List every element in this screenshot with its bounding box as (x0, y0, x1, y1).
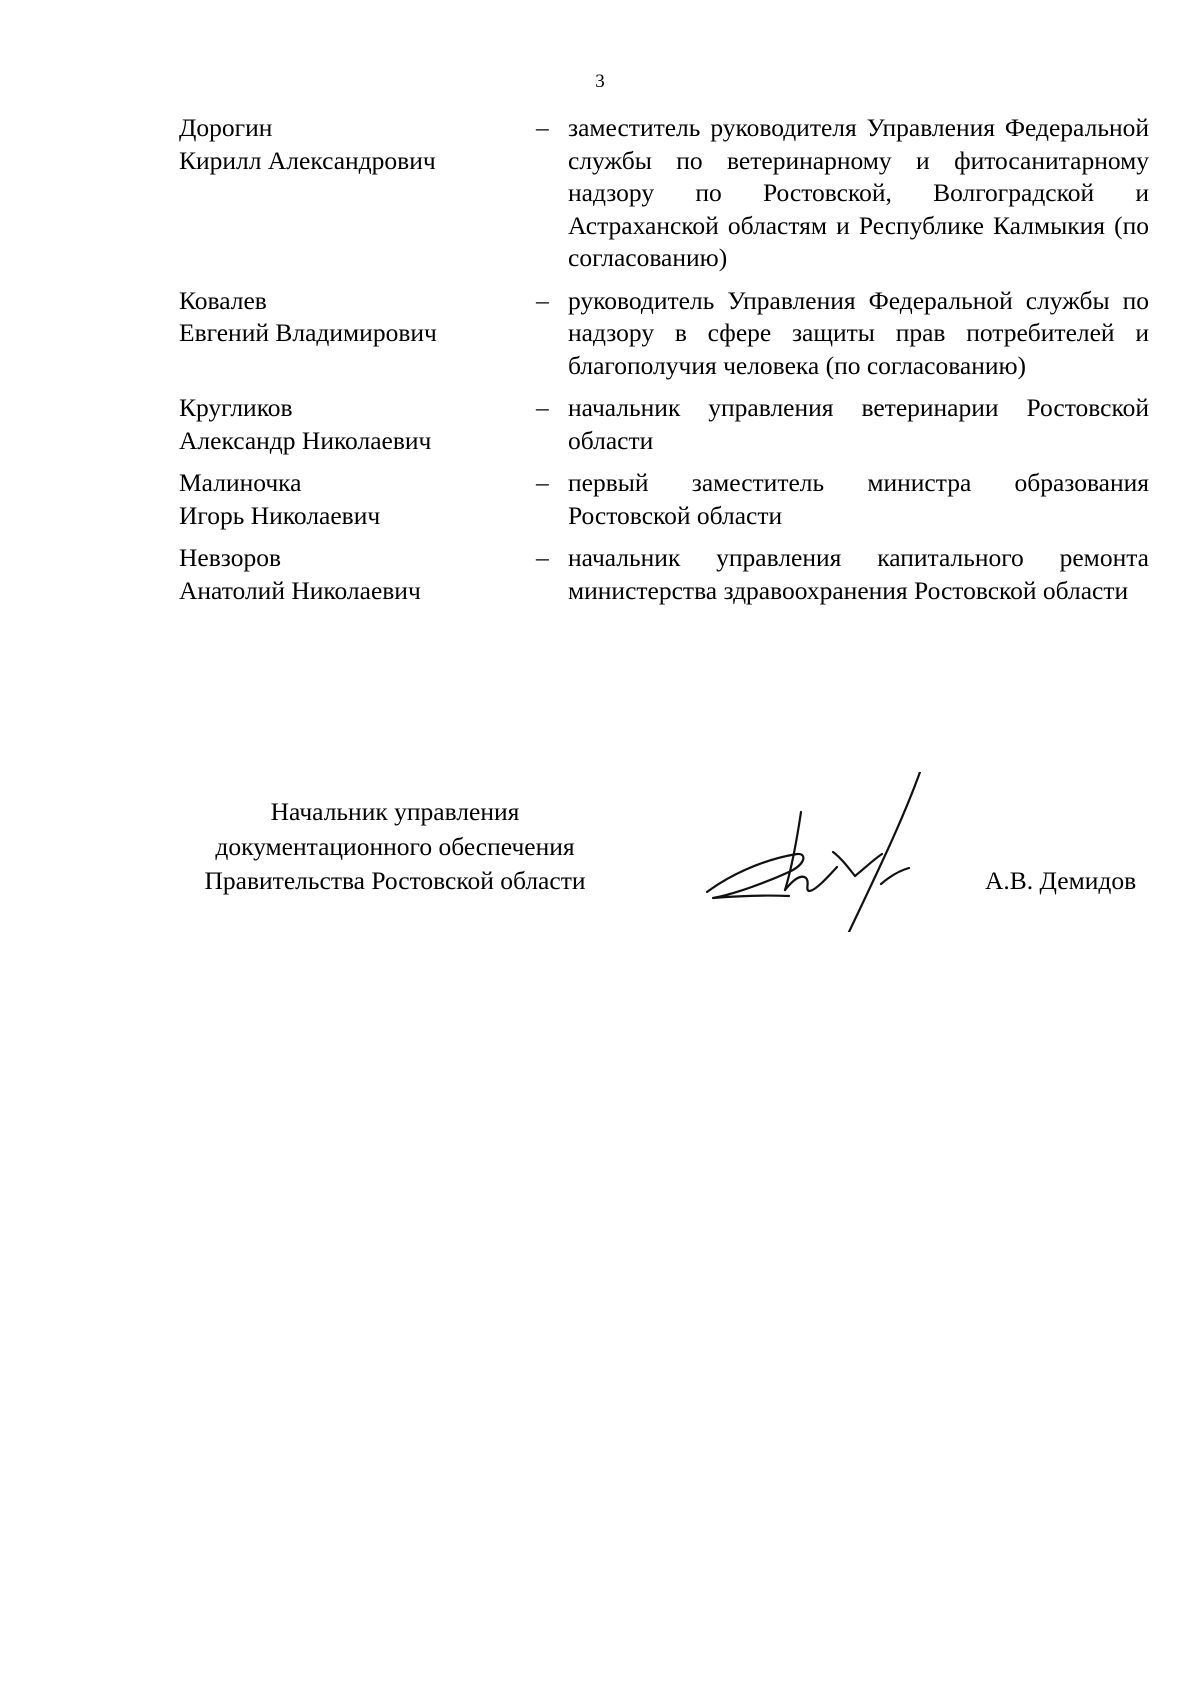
signer-title-line: Начальник управления (270, 797, 520, 826)
member-dash: – (536, 113, 549, 142)
member-last-name: Ковалев (179, 285, 267, 315)
member-first-names: Евгений Владимирович (179, 318, 437, 347)
member-entry (179, 112, 1154, 275)
member-full-name (179, 285, 536, 350)
member-last-name: Кругликов (179, 393, 293, 422)
member-entry (179, 285, 1154, 383)
member-full-name (179, 392, 536, 457)
member-entry (179, 392, 1154, 457)
member-first-names: Игорь Николаевич (179, 500, 381, 530)
member-first-names: Александр Николаевич (179, 425, 432, 455)
commission-members-list (179, 112, 1154, 617)
page-number: 3 (595, 71, 605, 92)
member-last-name: Малиночка (179, 468, 302, 497)
member-position: начальник управления ветеринарии Ростовской области (568, 393, 1149, 455)
member-position: начальник управления капитального ремонта министерства здравоохранения Ростовской области (568, 543, 1149, 605)
member-last-name: Невзоров (179, 543, 281, 572)
signer-name: А.В. Демидов (985, 866, 1137, 895)
signer-title-line: Правительства Ростовской области (204, 866, 586, 895)
signer-title-line: документационного обеспечения (215, 831, 575, 861)
member-last-name: Дорогин (179, 113, 273, 142)
member-first-names: Кирилл Александрович (179, 145, 436, 175)
member-entry (179, 542, 1154, 607)
member-entry (179, 467, 1154, 532)
member-full-name (179, 112, 536, 177)
member-position: первый заместитель министра образования Ростовской области (568, 468, 1149, 530)
member-dash: – (536, 393, 549, 422)
member-dash: – (536, 285, 549, 315)
member-full-name (179, 467, 536, 532)
member-full-name (179, 542, 536, 607)
member-dash: – (536, 543, 549, 572)
member-position: заместитель руководителя Управления Федеральной службы по ветеринарному и фитосанитарному надзору по Ростовской, Волгоградской и Астраханской областям и Республике Калмыкия (по согласованию) (568, 113, 1149, 272)
handwritten-signature-icon (705, 772, 985, 932)
member-position: руководитель Управления Федеральной службы по надзору в сфере защиты прав потребителей и благополучия человека (по согласованию) (568, 285, 1149, 380)
member-dash: – (536, 468, 549, 497)
member-first-names: Анатолий Николаевич (179, 575, 421, 605)
signer-title (165, 795, 625, 899)
